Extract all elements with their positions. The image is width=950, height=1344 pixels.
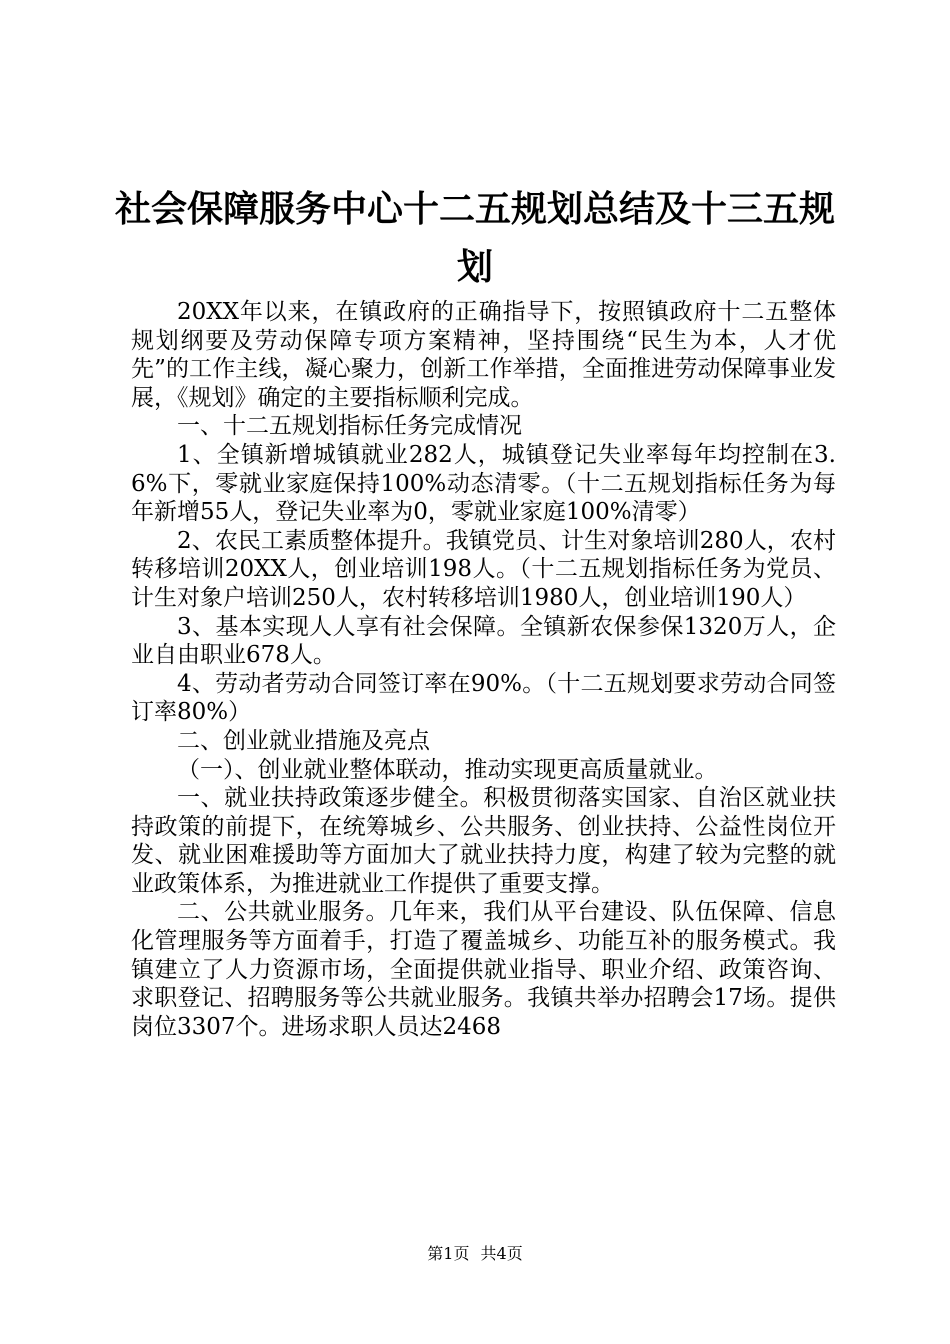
- section-heading-1: 一、十二五规划指标任务完成情况: [177, 413, 522, 440]
- paragraph-employment-policy: 一、就业扶持政策逐步健全。积极贯彻落实国家、自治区就业扶持政策的前提下，在统筹城乡、公共服务、创业扶持、公益性岗位开发、就业困难援助等方面加大了就业扶持力度，构建了较为完整的就业政策体系，为推进就业工作提供了重要支撑。: [131, 785, 836, 897]
- paragraph-item-1: 1、全镇新增城镇就业282人，城镇登记失业率每年均控制在3.6%下，零就业家庭保持100%动态清零。（十二五规划指标任务为每年新增55人，登记失业率为0，零就业家庭100%清零）: [131, 441, 836, 526]
- paragraph-item-4: 4、劳动者劳动合同签订率在90%。（十二五规划要求劳动合同签订率80%）: [131, 670, 836, 726]
- paragraph-public-service: 二、公共就业服务。几年来，我们从平台建设、队伍保障、信息化管理服务等方面着手，打造了覆盖城乡、功能互补的服务模式。我镇建立了人力资源市场，全面提供就业指导、职业介绍、政策咨询、求职登记、招聘服务等公共就业服务。我镇共举办招聘会17场。提供岗位3307个。进场求职人员达2468: [131, 899, 836, 1040]
- paragraph-item-3: 3、基本实现人人享有社会保障。全镇新农保参保1320万人，企业自由职业678人。: [131, 613, 836, 669]
- paragraph-item-2: 2、农民工素质整体提升。我镇党员、计生对象培训280人，农村转移培训20XX人，创业培训198人。（十二五规划指标任务为党员、计生对象户培训250人，农村转移培训1980人，创业培训190人）: [131, 527, 836, 611]
- page-total: 共4页: [480, 1244, 523, 1263]
- page-number: 第1页: [427, 1244, 470, 1263]
- intro-paragraph: 20XX年以来，在镇政府的正确指导下，按照镇政府十二五整体规划纲要及劳动保障专项方案精神，坚持围绕“民生为本，人才优先”的工作主线，凝心聚力，创新工作举措，全面推进劳动保障事业发展，《规划》确定的主要指标顺利完成。: [131, 299, 836, 411]
- document-title: 社会保障服务中心十二五规划总结及十三五规划: [114, 188, 835, 288]
- subsection-heading: （一）、创业就业整体联动，推动实现更高质量就业。: [177, 756, 718, 783]
- section-heading-2: 二、创业就业措施及亮点: [177, 727, 430, 754]
- document-body: [131, 298, 836, 1041]
- page-footer: [0, 1243, 950, 1265]
